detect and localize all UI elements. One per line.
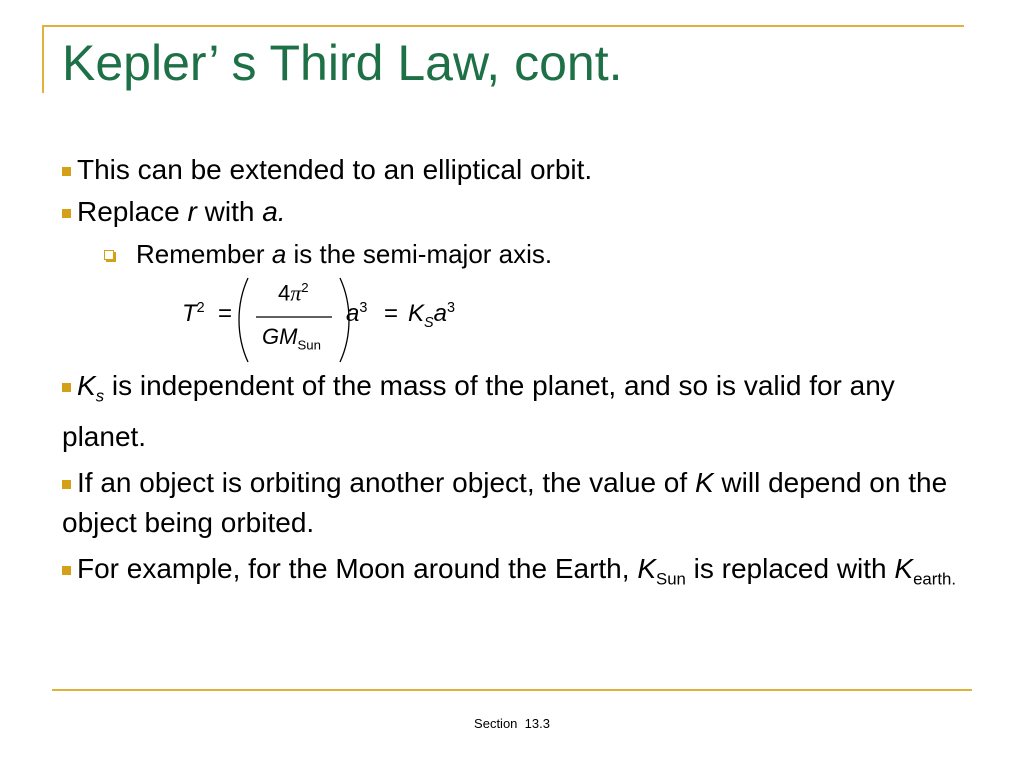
eq-a2: a [433,300,447,327]
square-bullet-icon [62,480,71,489]
bullet-text: This can be extended to an elliptical orbit. [77,154,593,185]
bullet-text: is the semi-major axis. [286,239,553,269]
eq-a-exponent: 3 [359,300,368,316]
bullet-moon-example [62,549,972,600]
variable-K: K [894,552,914,584]
eq-num-pi: π [290,280,302,306]
variable-a: a [271,239,287,269]
eq-num-4: 4 [278,280,291,306]
bullet-text: is replaced with [685,552,895,584]
bullet-text: If an object is orbiting another object, the value of [77,466,695,498]
eq-a: a [346,300,360,327]
bullet-text: Replace [77,196,188,227]
sub-bullet-semi-major-axis [104,234,972,274]
variable-K: K [637,552,656,584]
bullet-replace-r [62,192,972,232]
bullet-ks-independent [62,366,972,457]
bullet-text: with [196,196,263,227]
bullet-value-of-k [62,463,972,543]
bullet-elliptical-orbit [62,150,972,190]
equation-equals: = [218,300,233,327]
eq-K-subscript: S [424,314,434,331]
eq-T: T [182,300,197,327]
square-bullet-icon [62,209,71,218]
footer-section-label: Section 13.3 [474,716,550,731]
eq-den-GM: GM [262,324,298,349]
eq-den-sun: Sun [297,337,321,353]
variable-r: r [187,196,197,227]
slide-title: Kepler’ s Third Law, cont. [62,35,623,91]
square-bullet-icon [62,566,71,575]
bullet-text: will depend on the object being orbited. [62,466,948,538]
bullet-text: Remember [136,239,272,269]
bullet-text: is independent of the mass of the planet, and so is valid for any planet. [62,370,895,452]
variable-K-sun-subscript: Sun [656,569,686,589]
footer-rule [52,689,972,691]
variable-a: a. [262,196,286,227]
left-paren [239,278,248,362]
eq-K: K [408,300,425,327]
eq-num-exponent: 2 [301,280,309,295]
bullet-list [62,150,972,605]
equation-KS-a-cubed [408,300,455,331]
eq-T-exponent: 2 [196,300,205,316]
equation-denominator [262,324,321,352]
equation-equals-2: = [384,300,399,327]
variable-K-earth-subscript: earth. [913,569,957,589]
variable-K: K [77,370,96,401]
variable-K: K [694,466,714,498]
kepler-equation [182,274,972,366]
variable-K-subscript: s [95,386,105,406]
equation-T [182,300,205,328]
bullet-text: For example, for the Moon around the Earth, [77,552,638,584]
equation-numerator [278,280,309,306]
square-bullet-icon [62,167,71,176]
frame-top-rule [42,25,964,27]
eq-a2-exponent: 3 [446,300,455,316]
hollow-square-bullet-icon [104,250,114,260]
frame-left-rule [42,25,44,93]
equation-a-cubed [346,300,367,328]
square-bullet-icon [62,383,71,392]
